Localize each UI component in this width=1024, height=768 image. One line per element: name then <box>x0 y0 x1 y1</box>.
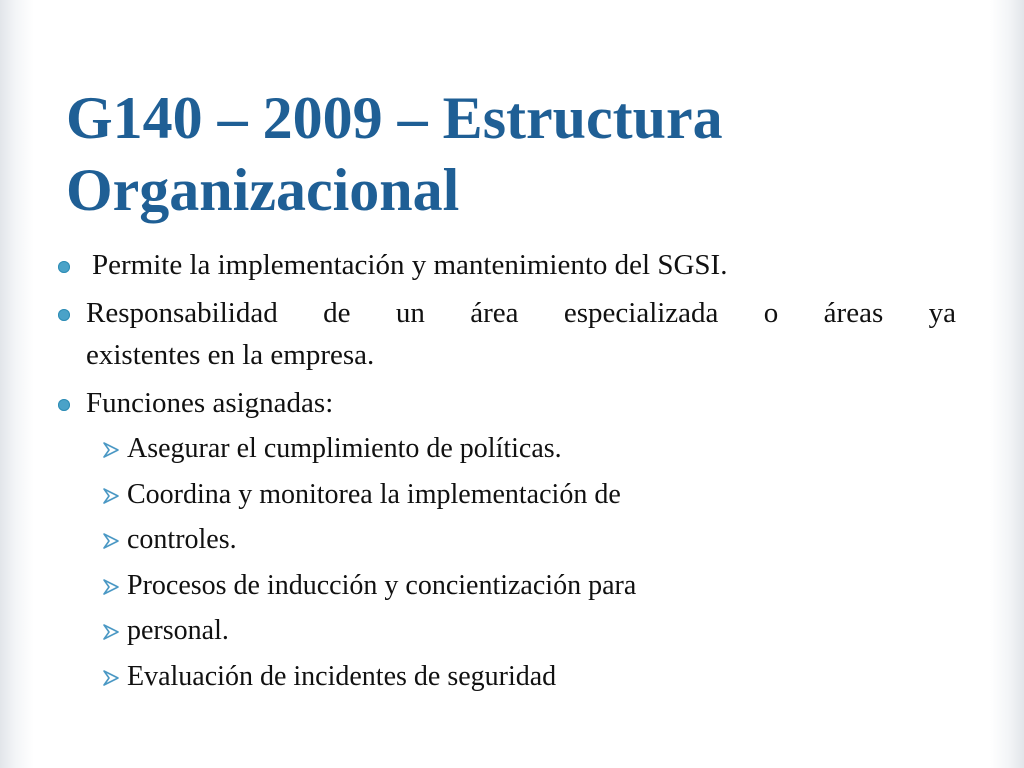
sub-bullet-text: Evaluación de incidentes de seguridad <box>127 660 557 692</box>
chevron-right-arrow-icon <box>101 440 121 460</box>
bullet-item-3 <box>58 382 956 424</box>
sub-bullet-text: Coordina y monitorea la implementación de <box>127 478 621 510</box>
bullet-item-2 <box>58 292 956 376</box>
right-edge-shade <box>990 0 1024 768</box>
circle-bullet-icon <box>58 309 70 321</box>
chevron-right-arrow-icon <box>101 668 121 688</box>
bullet-text: Permite la implementación y mantenimiento del SGSI. <box>92 249 728 281</box>
sub-bullet-item-5 <box>101 608 921 654</box>
bullet-item-1 <box>58 244 956 286</box>
sub-bullet-item-4 <box>101 563 921 609</box>
bullet-list <box>58 244 956 424</box>
bullet-text-line-2: existentes en la empresa. <box>86 339 375 371</box>
sub-bullet-text: personal. <box>127 615 229 646</box>
sub-bullet-text: controles. <box>127 524 237 555</box>
bullet-text: Funciones asignadas: <box>86 387 334 419</box>
chevron-right-arrow-icon <box>101 531 121 551</box>
circle-bullet-icon <box>58 399 70 411</box>
sub-bullet-list <box>101 426 921 699</box>
chevron-right-arrow-icon <box>101 577 121 597</box>
sub-bullet-item-2 <box>101 472 921 518</box>
chevron-right-arrow-icon <box>101 486 121 506</box>
sub-bullet-text: Asegurar el cumplimiento de políticas. <box>127 433 562 464</box>
bullet-text-line-1: Responsabilidad de un área especializada o áreas ya <box>86 297 956 329</box>
slide-title: G140 – 2009 – Estructura Organizacional <box>66 85 723 223</box>
chevron-right-arrow-icon <box>101 622 121 642</box>
sub-bullet-text: Procesos de inducción y concientización para <box>127 569 637 601</box>
sub-bullet-item-6 <box>101 654 921 700</box>
left-edge-shade <box>0 0 34 768</box>
sub-bullet-item-1 <box>101 426 921 472</box>
circle-bullet-icon <box>58 261 70 273</box>
sub-bullet-item-3 <box>101 517 921 563</box>
